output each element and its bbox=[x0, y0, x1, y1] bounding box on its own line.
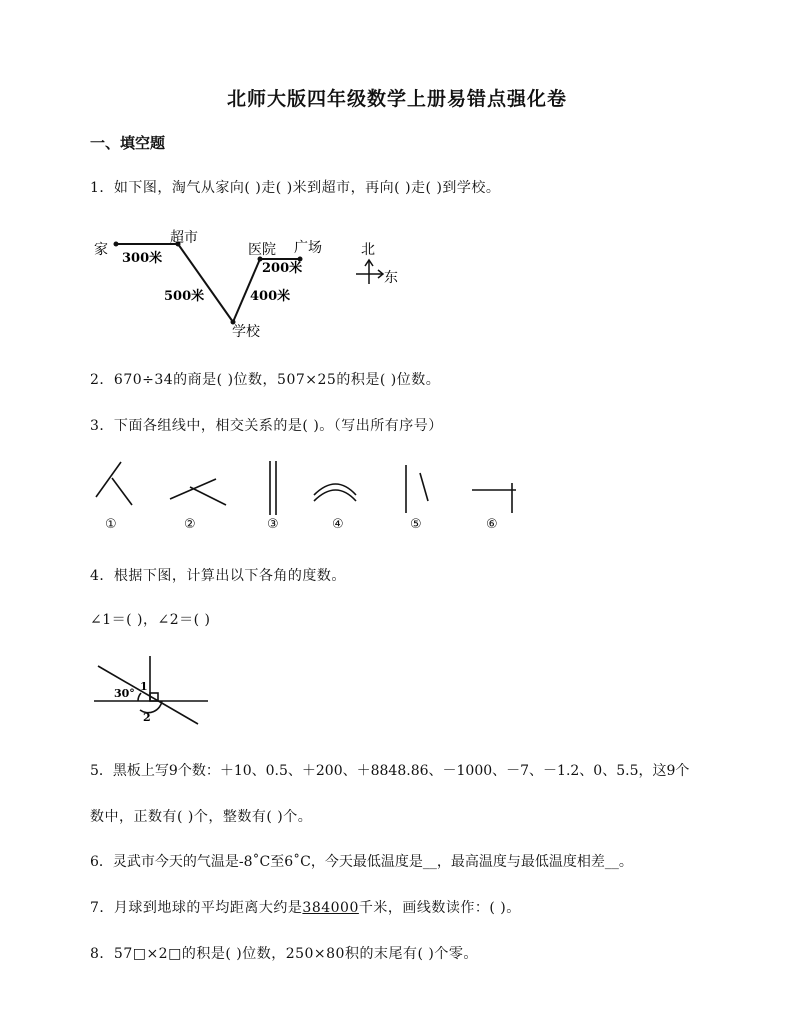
question-1: 1．如下图，淘气从家向( )走( )米到超市，再向( )走( )到学校。 bbox=[90, 180, 501, 196]
angle-figure bbox=[88, 650, 218, 730]
fig-label-1: ① bbox=[105, 517, 117, 532]
question-2: 2．670÷34的商是( )位数，507×25的积是( )位数。 bbox=[90, 372, 441, 388]
label-500m: 500米 bbox=[164, 289, 205, 304]
question-5-line-2: 数中，正数有( )个，整数有( )个。 bbox=[90, 809, 313, 825]
question-4: 4．根据下图，计算出以下各角的度数。 bbox=[90, 568, 346, 584]
fig-label-5: ⑤ bbox=[410, 517, 422, 532]
label-300m: 300米 bbox=[122, 251, 163, 266]
label-market: 超市 bbox=[170, 230, 198, 246]
home-point bbox=[114, 242, 119, 247]
fig-label-2: ② bbox=[184, 517, 196, 532]
section-heading: 一、填空题 bbox=[90, 134, 166, 152]
fig-label-4: ④ bbox=[332, 517, 344, 532]
question-3: 3．下面各组线中，相交关系的是( )。（写出所有序号） bbox=[90, 418, 443, 434]
fig-label-6: ⑥ bbox=[486, 517, 498, 532]
fig1-line-a bbox=[96, 462, 121, 497]
market-school-line bbox=[178, 244, 233, 322]
question-7-text-a: 7．月球到地球的平均距离大约是 bbox=[90, 900, 303, 916]
label-north: 北 bbox=[361, 242, 375, 258]
compass-icon bbox=[356, 260, 383, 284]
question-7-text-b: 千米，画线数读作：( )。 bbox=[358, 900, 521, 916]
fig2-line-b bbox=[190, 487, 226, 505]
angle-30-label: 30° bbox=[114, 687, 135, 700]
fig-label-3: ③ bbox=[267, 517, 279, 532]
angle-1-arc bbox=[138, 693, 141, 701]
question-5-line-1: 5．黑板上写9个数：＋10、0.5、＋200、＋8848.86、－1000、－7、－1.2、0、5.5，这9个 bbox=[90, 763, 690, 779]
fig4-curve-b bbox=[314, 490, 356, 501]
question-6: 6．灵武市今天的气温是-8˚C至6˚C，今天最低温度是__，最高温度与最低温度相差__。 bbox=[90, 854, 633, 870]
label-hospital: 医院 bbox=[248, 242, 276, 258]
angle-2-label: 2 bbox=[143, 711, 151, 724]
question-4-angles: ∠1＝( )，∠2＝( ) bbox=[90, 612, 211, 628]
question-8: 8．57□×2□的积是( )位数，250×80积的末尾有( )个零。 bbox=[90, 946, 478, 962]
line-figures bbox=[88, 455, 538, 535]
angle-1-label: 1 bbox=[140, 680, 148, 693]
label-square: 广场 bbox=[294, 240, 322, 256]
question-7-underlined-number: 384000 bbox=[302, 900, 359, 916]
label-school: 学校 bbox=[232, 324, 260, 340]
label-home: 家 bbox=[94, 242, 108, 258]
fig5-line-b bbox=[420, 473, 428, 501]
label-200m: 200米 bbox=[262, 261, 303, 276]
route-map-figure bbox=[88, 224, 418, 344]
label-east: 东 bbox=[384, 270, 398, 286]
fig1-line-b bbox=[112, 478, 132, 505]
page-title: 北师大版四年级数学上册易错点强化卷 bbox=[226, 88, 567, 110]
question-7 bbox=[90, 897, 521, 917]
label-400m: 400米 bbox=[250, 289, 291, 304]
